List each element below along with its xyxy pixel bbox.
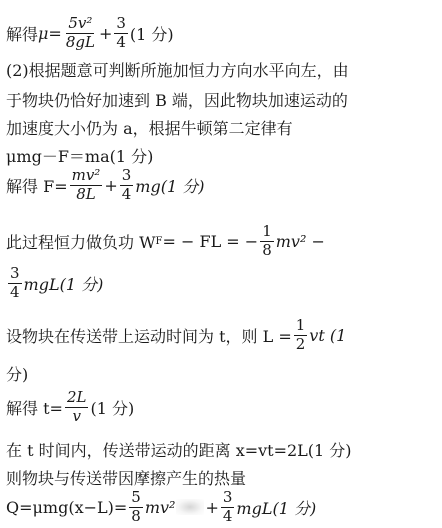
line-14-tail: mgL(1 分)	[236, 498, 317, 518]
line-14-mid: mv²	[144, 497, 176, 517]
denominator: 4	[222, 506, 233, 525]
line-5: μmg－F＝ma(1 分)	[6, 147, 154, 166]
line-6	[6, 168, 204, 203]
line-8-tail: mgL(1 分)	[23, 274, 104, 294]
line-11-prefix: 解得 t=	[6, 398, 63, 418]
fraction	[114, 16, 128, 51]
watermark-icon	[176, 499, 204, 515]
numerator: 2L	[66, 388, 87, 406]
line-7-mid: = − FL = −	[162, 231, 259, 251]
numerator: 5	[131, 488, 141, 506]
denominator: 4	[121, 184, 132, 203]
mu-symbol: μ	[38, 23, 49, 43]
numerator: 3	[10, 264, 20, 282]
line-11-tail: (1 分)	[90, 398, 135, 418]
line-1	[6, 16, 174, 51]
line-4: 加速度大小仍为 a，根据牛顿第二定律有	[6, 119, 293, 138]
fraction	[294, 318, 308, 353]
fraction	[120, 168, 134, 203]
fraction	[64, 16, 97, 51]
denominator: v	[72, 406, 81, 425]
denominator: 4	[116, 32, 126, 51]
numerator: 1	[262, 222, 272, 240]
equals: =	[48, 23, 62, 43]
fraction	[70, 168, 103, 203]
fraction	[129, 490, 143, 525]
line-14	[6, 490, 316, 525]
numerator: 3	[121, 166, 132, 184]
plus-sign: +	[104, 175, 118, 195]
line-3: 于物块仍恰好加速到 B 端，因此物块加速运动的	[6, 91, 348, 110]
subscript-f: F	[155, 235, 163, 247]
numerator: 1	[295, 316, 306, 334]
fraction	[260, 224, 274, 259]
denominator: 2	[295, 334, 306, 353]
line-12: 在 t 时间内，传送带运动的距离 x=vt=2L(1 分)	[6, 441, 352, 460]
line-10: 分)	[6, 365, 29, 384]
numerator: mv²	[71, 166, 101, 184]
line-11	[6, 390, 134, 425]
numerator: 3	[116, 14, 126, 32]
numerator: 5v²	[68, 14, 93, 32]
denominator: 8gL	[65, 32, 95, 51]
denominator: 8	[131, 506, 141, 525]
line-1-prefix: 解得	[6, 24, 39, 44]
line-8	[6, 266, 103, 301]
denominator: 8	[262, 240, 272, 259]
line-9	[6, 318, 346, 353]
denominator: 4	[10, 282, 20, 301]
line-9-tail: vt (1	[309, 325, 347, 345]
fraction	[221, 490, 235, 525]
fraction	[65, 390, 89, 425]
numerator: 3	[222, 488, 233, 506]
line-6-prefix: 解得 F=	[6, 176, 68, 196]
line-6-suffix: mg(1 分)	[135, 176, 205, 196]
line-7-text: 此过程恒力做负功 W	[6, 232, 156, 252]
score: (1 分)	[129, 24, 174, 44]
line-9-text: 设物块在传送带上运动时间为 t，则 L =	[6, 326, 292, 346]
line-7	[6, 224, 325, 259]
line-7-tail: mv² −	[275, 231, 325, 251]
plus-sign: +	[205, 497, 219, 517]
denominator: 8L	[76, 184, 96, 203]
line-13: 则物块与传送带因摩擦产生的热量	[6, 469, 247, 488]
line-2: (2)根据题意可判断所施加恒力方向水平向左，由	[6, 61, 349, 80]
line-14-prefix: Q=μmg(x−L)=	[6, 497, 128, 517]
plus-sign: +	[98, 23, 113, 43]
fraction	[8, 266, 22, 301]
